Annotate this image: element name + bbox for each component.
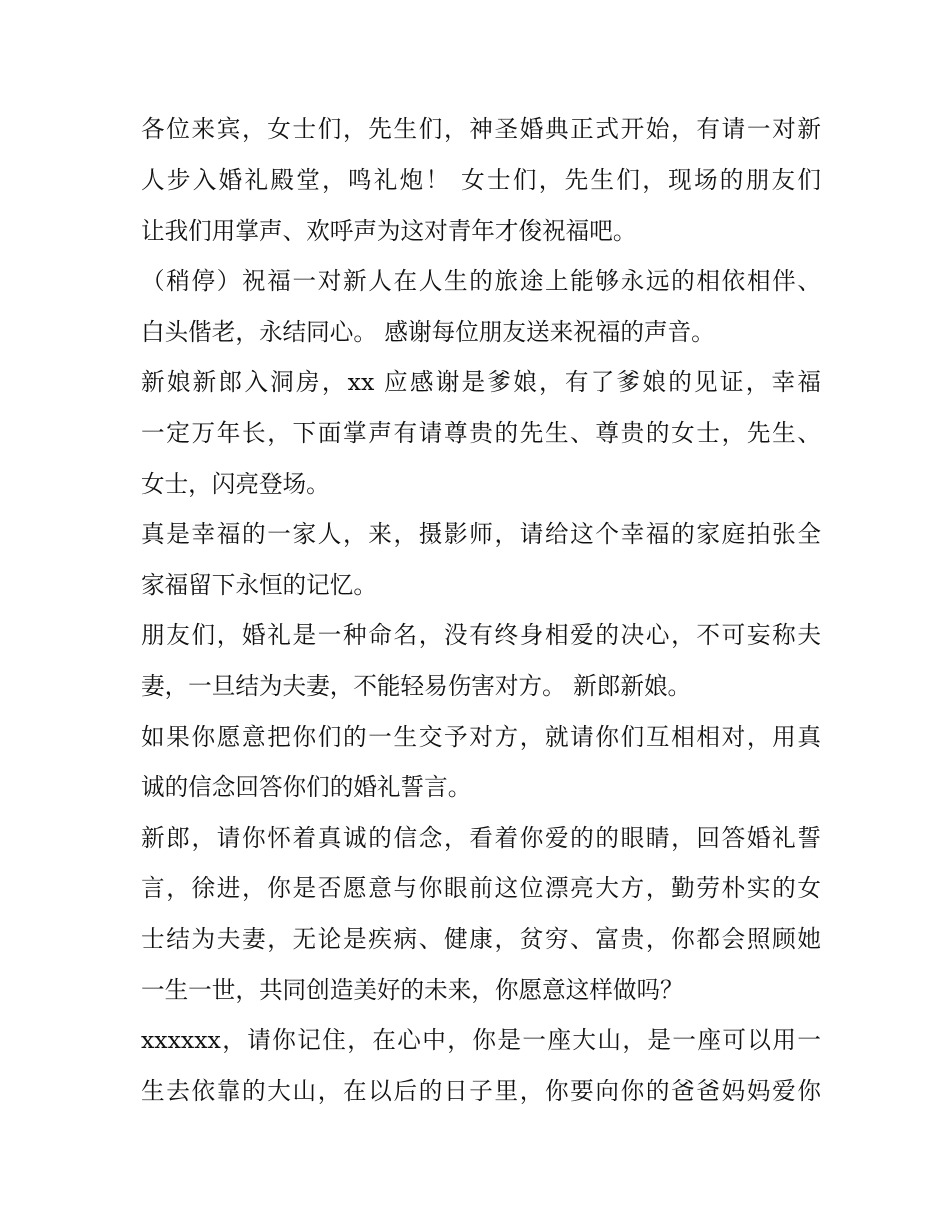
text-line: 妻，一旦结为夫妻，不能轻易伤害对方。 新郎新娘。: [141, 672, 692, 700]
text-line: xxxxxx，请你记住，在心中，你是一座大山，是一座可以用一: [141, 1026, 821, 1054]
text-line: 士结为夫妻，无论是疾病、健康，贫穷、富贵，你都会照顾她: [141, 925, 821, 953]
text-line: 生去依靠的大山，在以后的日子里，你要向你的爸爸妈妈爱你: [141, 1077, 821, 1105]
text-line: 真是幸福的一家人，来，摄影师，请给这个幸福的家庭拍张全: [141, 520, 821, 548]
text-line: 朋友们，婚礼是一种命名，没有终身相爱的决心，不可妄称夫: [141, 621, 821, 649]
text-line: 让我们用掌声、欢呼声为这对青年才俊祝福吧。: [141, 217, 637, 245]
text-line: 各位来宾，女士们，先生们，神圣婚典正式开始，有请一对新: [141, 115, 821, 143]
text-line: 一生一世，共同创造美好的未来，你愿意这样做吗？: [141, 976, 684, 1004]
text-line: 新郎，请你怀着真诚的信念，看着你爱的的眼睛，回答婚礼誓: [141, 824, 821, 852]
text-line: （稍停）祝福一对新人在人生的旅途上能够永远的相依相伴、: [141, 267, 821, 295]
text-line: 人步入婚礼殿堂，鸣礼炮！ 女士们，先生们，现场的朋友们: [141, 166, 821, 194]
text-line: 白头偕老，永结同心。 感谢每位朋友送来祝福的声音。: [141, 318, 715, 346]
text-line: 诚的信念回答你们的婚礼誓言。: [141, 773, 472, 801]
text-line: 女士，闪亮登场。: [141, 470, 330, 498]
text-line: 言，徐进，你是否愿意与你眼前这位漂亮大方，勤劳朴实的女: [141, 874, 821, 902]
text-line: 一定万年长，下面掌声有请尊贵的先生、尊贵的女士，先生、: [141, 419, 821, 447]
text-line: 新娘新郎入洞房，xx 应感谢是爹娘，有了爹娘的见证，幸福: [141, 368, 821, 396]
text-line: 如果你愿意把你们的一生交予对方，就请你们互相相对，用真: [141, 723, 821, 751]
text-line: 家福留下永恒的记忆。: [141, 571, 377, 599]
